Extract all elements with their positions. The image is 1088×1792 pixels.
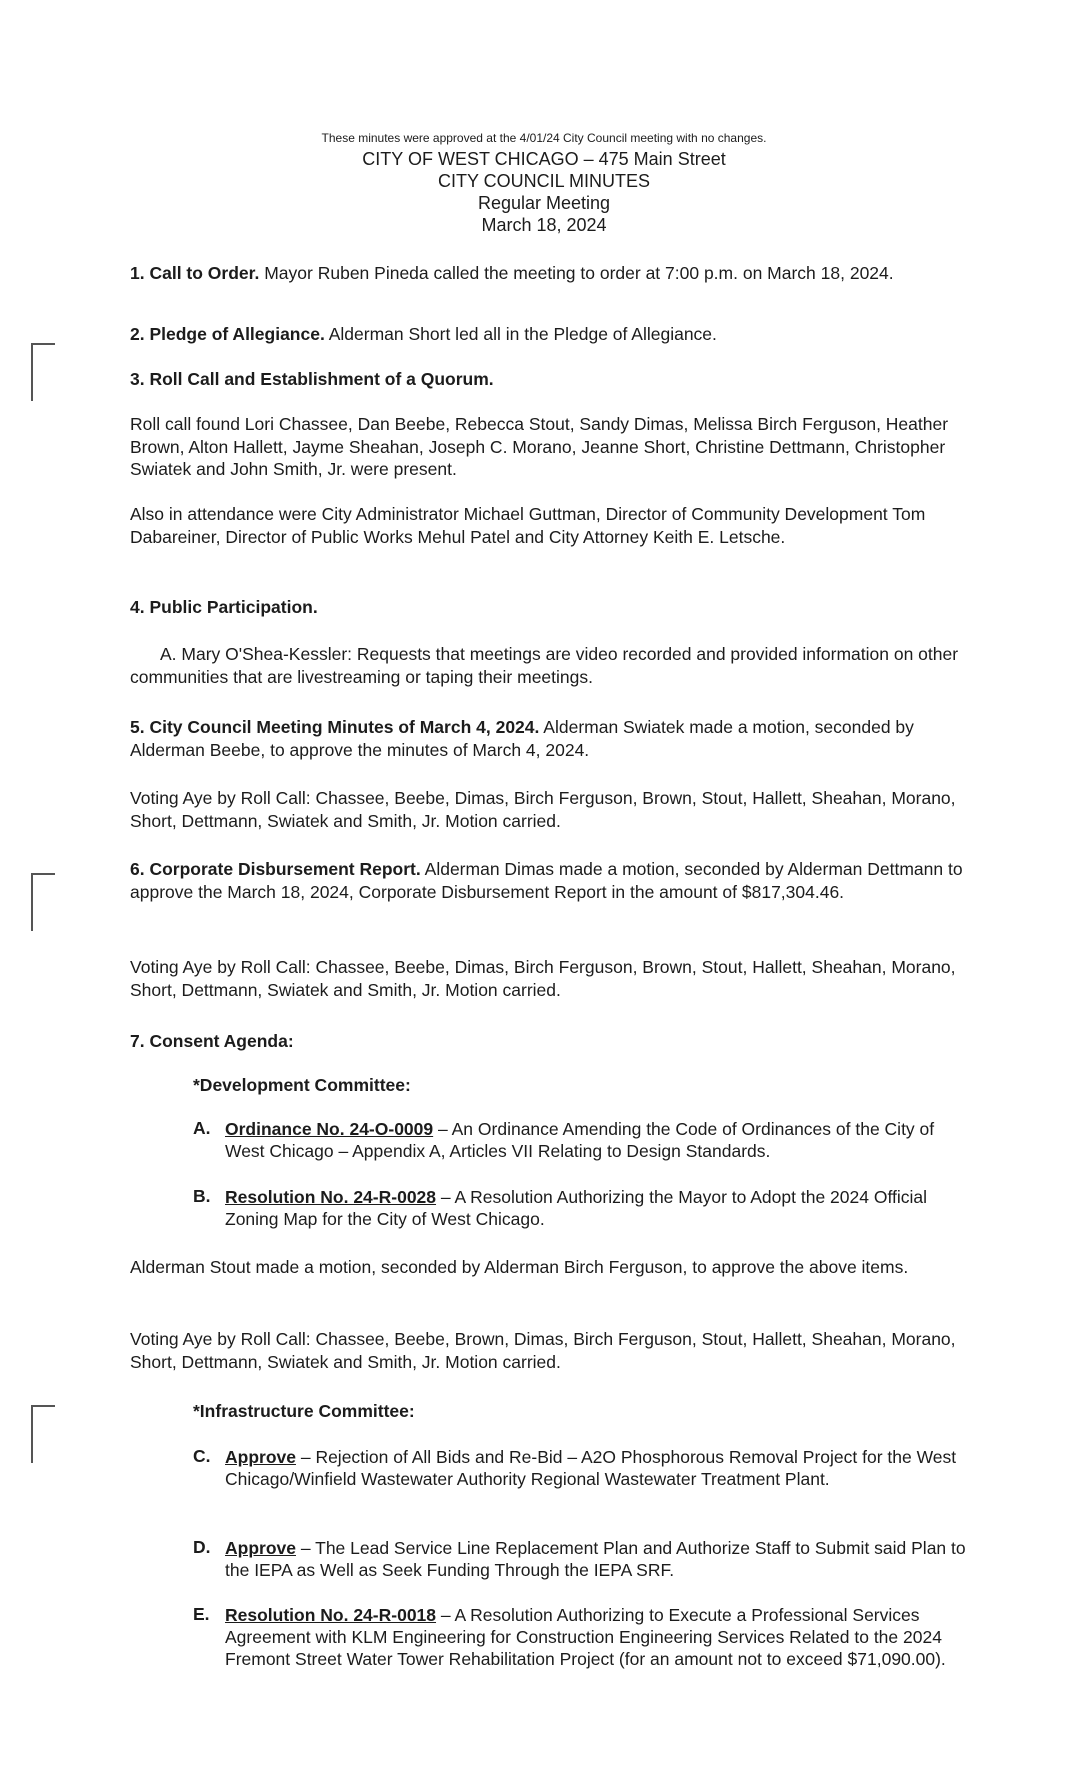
consent-item-b (225, 1186, 975, 1230)
item-letter: D. (193, 1537, 211, 1557)
infrastructure-committee-heading: *Infrastructure Committee: (193, 1401, 415, 1421)
section-heading: 6. Corporate Disbursement Report. (130, 859, 421, 879)
section-consent-agenda-heading: 7. Consent Agenda: (130, 1031, 294, 1051)
section-heading: 5. City Council Meeting Minutes of March 4, 2024. (130, 717, 540, 737)
attendance-text: Also in attendance were City Administrator Michael Guttman, Director of Community Development Tom Dabareiner, Director of Public Works Mehul Patel and City Attorney Keith E. Letsche. (130, 504, 926, 547)
item-text: – Rejection of All Bids and Re-Bid – A2O Phosphorous Removal Project for the West Chicago/Winfield Wastewater Authority Regional Wastewater Treatment Plant. (225, 1447, 957, 1489)
item-text: – The Lead Service Line Replacement Plan and Authorize Staff to Submit said Plan to the IEPA as Well as Seek Funding Through the IEPA SRF. (225, 1538, 966, 1580)
consent-item-c (225, 1446, 975, 1490)
item-letter: C. (193, 1446, 211, 1466)
section-text: Alderman Swiatek made a motion, seconded by Alderman Beebe, to approve the minutes of March 4, 2024. (130, 717, 914, 760)
public-participation-item-a: A. Mary O'Shea-Kessler: Requests that meetings are video recorded and provided information on other communities that are livestreaming or taping their meetings. (130, 644, 959, 687)
section-text: Mayor Ruben Pineda called the meeting to order at 7:00 p.m. on March 18, 2024. (264, 263, 894, 283)
scan-margin-bracket (31, 1405, 55, 1463)
section-call-to-order (130, 262, 970, 285)
item-title: Ordinance No. 24-O-0009 (225, 1119, 434, 1139)
item-title: Resolution No. 24-R-0028 (225, 1187, 437, 1207)
header-title: CITY COUNCIL MINUTES (437, 171, 651, 191)
section-public-participation-heading: 4. Public Participation. (130, 597, 318, 617)
section-pledge (130, 323, 970, 346)
consent-item-e (225, 1604, 975, 1670)
section-meeting-minutes (130, 716, 970, 761)
item-text: – A Resolution Authorizing the Mayor to Adopt the 2024 Official Zoning Map for the City of West Chicago. (225, 1187, 927, 1229)
item-letter: A. (193, 1118, 211, 1138)
header-date: March 18, 2024 (481, 215, 607, 235)
item-letter: B. (193, 1186, 211, 1206)
item-title: Approve (225, 1447, 296, 1467)
consent-item-d (225, 1537, 975, 1581)
header-meeting-type: Regular Meeting (477, 193, 611, 213)
scan-margin-bracket (31, 873, 55, 931)
section-roll-call-heading: 3. Roll Call and Establishment of a Quorum. (130, 369, 494, 389)
vote-record: Voting Aye by Roll Call: Chassee, Beebe, Dimas, Birch Ferguson, Brown, Stout, Hallett, Sheahan, Morano, Short, Dettmann, Swiatek and Smith, Jr. Motion carried. (130, 957, 956, 1000)
vote-record: Voting Aye by Roll Call: Chassee, Beebe, Brown, Dimas, Birch Ferguson, Stout, Hallett, Sheahan, Morano, Short, Dettmann, Swiatek and Smith, Jr. Motion carried. (130, 1329, 956, 1372)
item-text: – A Resolution Authorizing to Execute a Professional Services Agreement with KLM Engineering for Construction Engineering Services Related to the 2024 Fremont Street Water Tower Rehabilitation Project (for an amount not to exceed $71,090.00). (225, 1605, 946, 1669)
section-text: Alderman Short led all in the Pledge of Allegiance. (328, 324, 717, 344)
vote-record: Voting Aye by Roll Call: Chassee, Beebe, Dimas, Birch Ferguson, Brown, Stout, Hallett, Sheahan, Morano, Short, Dettmann, Swiatek and Smith, Jr. Motion carried. (130, 788, 956, 831)
roll-call-text: Roll call found Lori Chassee, Dan Beebe, Rebecca Stout, Sandy Dimas, Melissa Birch Ferguson, Heather Brown, Alton Hallett, Jayme Sheahan, Joseph C. Morano, Jeanne Short, Christine Dettmann, Christopher Swiatek and John Smith, Jr. were present. (130, 414, 949, 479)
consent-item-a (225, 1118, 975, 1162)
header-address: CITY OF WEST CHICAGO – 475 Main Street (362, 149, 726, 169)
item-letter: E. (193, 1604, 210, 1624)
item-text: – An Ordinance Amending the Code of Ordinances of the City of West Chicago – Appendix A, Articles VII Relating to Design Standards. (225, 1119, 935, 1161)
development-committee-heading: *Development Committee: (193, 1075, 411, 1095)
scan-margin-bracket (31, 343, 55, 401)
consent-motion: Alderman Stout made a motion, seconded by Alderman Birch Ferguson, to approve the above items. (130, 1257, 909, 1277)
section-disbursement-report (130, 858, 970, 903)
section-text: Alderman Dimas made a motion, seconded by Alderman Dettmann to approve the March 18, 2024, Corporate Disbursement Report in the amount of $817,304.46. (130, 859, 963, 902)
section-heading: 1. Call to Order. (130, 263, 260, 283)
item-title: Resolution No. 24-R-0018 (225, 1605, 437, 1625)
section-heading: 2. Pledge of Allegiance. (130, 324, 325, 344)
item-title: Approve (225, 1538, 296, 1558)
approval-note: These minutes were approved at the 4/01/24 City Council meeting with no changes. (321, 131, 767, 145)
